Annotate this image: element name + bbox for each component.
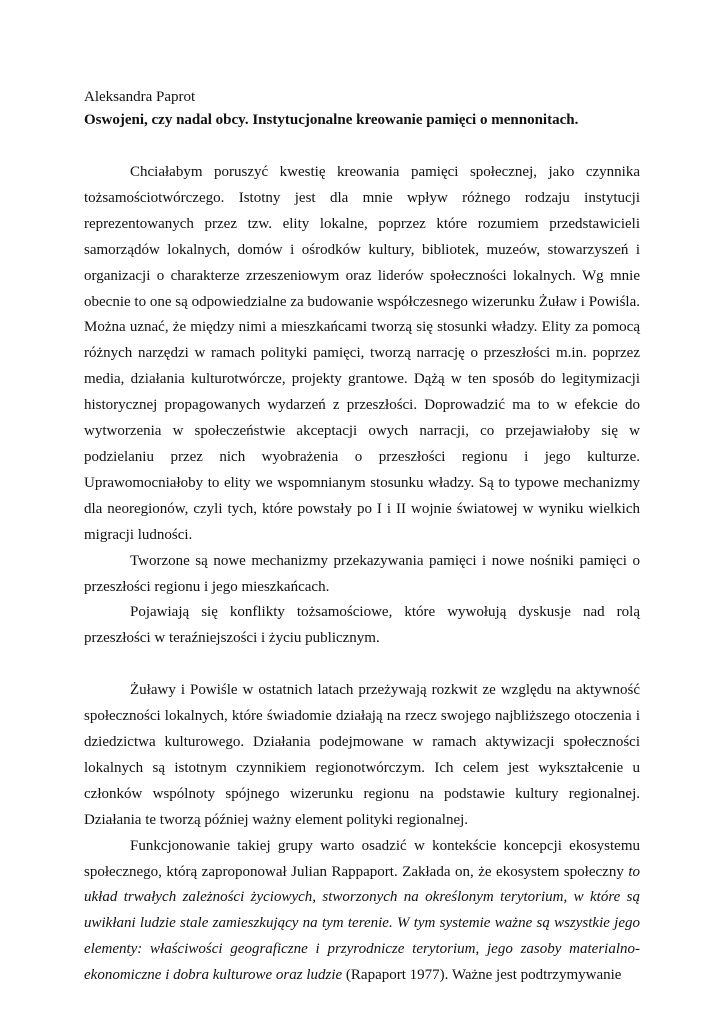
paragraph-5 (84, 834, 640, 989)
paragraph-1: Chciałabym poruszyć kwestię kreowania pamięci społecznej, jako czynnika tożsamościotwórczego. Istotny jest dla mnie wpływ różnego rodzaju instytucji reprezentowanych przez tzw. elity lokalne, poprzez które rozumiem przedstawicieli samorządów lokalnych, domów i ośrodków kultury, bibliotek, muzeów, stowarzyszeń i organizacji o charakterze zrzeszeniowym oraz liderów społeczności lokalnych. Wg mnie obecnie to one są odpowiedzialne za budowanie współczesnego wizerunku Żuław i Powiśla. Można uznać, że między nimi a mieszkańcami tworzą się stosunki władzy. Elity za pomocą różnych narzędzi w ramach polityki pamięci, tworzą narrację o przeszłości m.in. poprzez media, działania kulturotwórcze, projekty grantowe. Dążą w ten sposób do legitymizacji historycznej propagowanych wydarzeń z przeszłości. Doprowadzić ma to w efekcie do wytworzenia w społeczeństwie akceptacji owych narracji, co przejawiałoby się w podzielaniu przez nich wyobrażenia o przeszłości regionu i jego kulturze. Uprawomocniałoby to elity we wspomnianym stosunku władzy. Są to typowe mechanizmy dla neoregionów, czyli tych, które powstały po I i II wojnie światowej w wyniku wielkich migracji ludności. (84, 164, 640, 543)
paragraph-4: Żuławy i Powiśle w ostatnich latach przeżywają rozkwit ze względu na aktywność społeczności lokalnych, które świadomie działają na rzecz swojego najbliższego otoczenia i dziedzictwa kulturowego. Działania podejmowane w ramach aktywizacji społeczności lokalnych są istotnym czynnikiem regionotwórczym. Ich celem jest wykształcenie u członków wspólnoty spójnego wizerunku regionu na podstawie kultury regionalnej. Działania te tworzą później ważny element polityki regionalnej. (84, 682, 640, 828)
paragraph-2: Tworzone są nowe mechanizmy przekazywania pamięci i nowe nośniki pamięci o przeszłości regionu i jego mieszkańcach. (84, 552, 640, 595)
paragraph-5-text-end: (Rapaport 1977). Ważne jest podtrzymywanie (342, 967, 622, 984)
paragraph-3: Pojawiają się konflikty tożsamościowe, które wywołują dyskusje nad rolą przeszłości w teraźniejszości i życiu publicznym. (84, 604, 640, 647)
paragraph-5-quote: to układ trwałych zależności życiowych, stworzonych na określonym terytorium, w które są uwikłani ludzie stale zamieszkujący na tym terenie. W tym systemie ważne są wszystkie jego elementy: właściwości geograficzne i przyrodnicze terytorium, jego zasoby materialno-ekonomiczne i dobra kulturowe oraz ludzie (84, 863, 640, 984)
paragraph-5-text-start: Funkcjonowanie takiej grupy warto osadzić w kontekście koncepcji ekosystemu społecznego, którą zaproponował Julian Rappaport. Zakłada on, że ekosystem społeczny (84, 837, 640, 880)
author-name: Aleksandra Paprot (84, 89, 196, 105)
document-title: Oswojeni, czy nadal obcy. Instytucjonalne kreowanie pamięci o mennonitach. (84, 112, 579, 128)
document-body (84, 160, 640, 989)
